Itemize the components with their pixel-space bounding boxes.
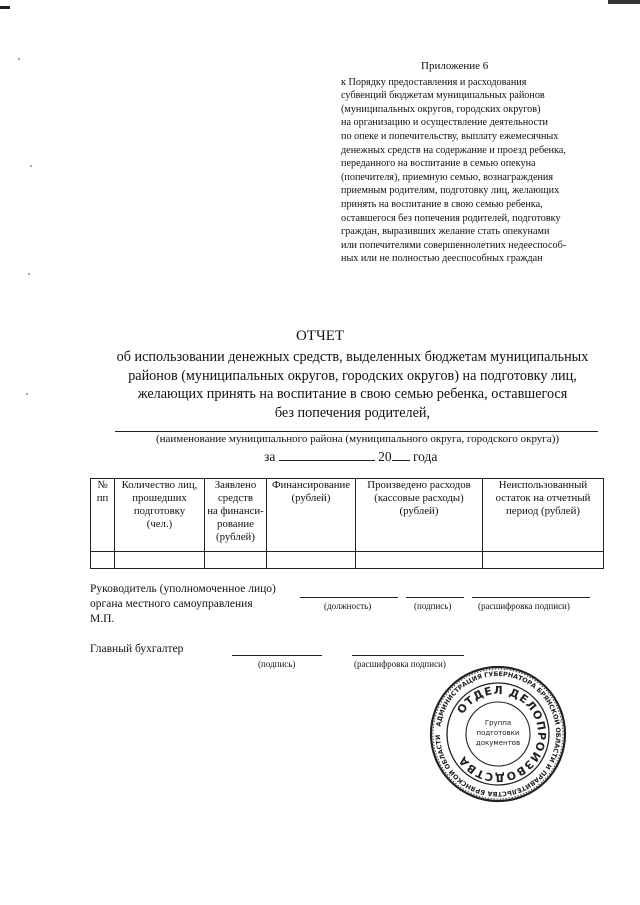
- table-cell[interactable]: [356, 552, 483, 569]
- scan-mark-right: [608, 0, 640, 4]
- accountant-signature-field[interactable]: [232, 655, 322, 656]
- header-requested-funds: [205, 479, 267, 552]
- report-subtitle-line: желающих принять на воспитание в свою семью ребенка, оставшегося: [137, 386, 568, 402]
- header-line: подготовку: [133, 505, 186, 517]
- report-period: [264, 449, 437, 465]
- period-blank-field[interactable]: [279, 449, 375, 461]
- header-line: (рублей): [291, 492, 331, 504]
- stamp-inner-text: ОТДЕЛ ДЕЛОПРОИЗВОДСТВА: [454, 683, 549, 785]
- position-field[interactable]: [300, 597, 398, 598]
- stamp-center-line: Группа: [484, 719, 512, 727]
- table-cell[interactable]: [115, 552, 205, 569]
- scan-speck: [30, 165, 32, 167]
- scan-speck: [26, 393, 28, 395]
- office-stamp: [428, 664, 568, 804]
- accountant-decoding-field[interactable]: [352, 655, 464, 656]
- annex-line: денежных средств на содержание и проезд ребенка,: [341, 144, 566, 156]
- period-for-label: за: [264, 449, 276, 464]
- table-cell[interactable]: [91, 552, 115, 569]
- annex-line: субвенций бюджетам муниципальных районов: [341, 90, 545, 102]
- report-subtitle: [100, 348, 605, 422]
- table-cell[interactable]: [205, 552, 267, 569]
- period-suffix: года: [412, 449, 438, 464]
- annex-line: приемным родителям, подготовку лиц, желающих: [341, 185, 560, 197]
- annex-line: (попечителя), приемную семью, вознаграждения: [341, 171, 554, 183]
- annex-line: принять на воспитание в свою семью ребенка,: [341, 198, 543, 210]
- stamp-center-line: подготовки: [476, 729, 520, 737]
- header-line: период (рублей): [506, 505, 580, 517]
- table-cell[interactable]: [267, 552, 356, 569]
- head-label: Руководитель (уполномоченное лицо): [90, 583, 276, 595]
- stamp-place-label: М.П.: [90, 613, 115, 625]
- annex-line: по опеке и попечительству, выплату ежемесячных: [341, 130, 559, 142]
- header-line: рование: [217, 518, 254, 530]
- annex-line: на организацию и осуществление деятельности: [341, 117, 548, 129]
- header-line: прошедших: [132, 492, 187, 504]
- annex-line: оставшегося без попечения родителей, подготовку: [341, 212, 561, 224]
- annex-block: [341, 60, 601, 266]
- report-subtitle-line: районов (муниципальных округов, городских округов) на подготовку лиц,: [128, 367, 577, 384]
- scan-mark-left: [0, 6, 10, 9]
- header-expenses: [356, 479, 483, 552]
- header-line: на финанси-: [207, 505, 264, 517]
- table-cell[interactable]: [483, 552, 604, 569]
- report-subtitle-line: без попечения родителей,: [274, 404, 431, 421]
- header-financing: [267, 479, 356, 552]
- header-line: Произведено расходов: [367, 479, 471, 491]
- header-line: Количество лиц,: [121, 479, 198, 491]
- report-title: ОТЧЕТ: [295, 328, 345, 344]
- accountant-decoding-caption: (расшифровка подписи): [354, 659, 446, 669]
- header-line: (чел.): [146, 518, 173, 530]
- period-year-field[interactable]: [392, 449, 410, 461]
- header-line: остаток на отчетный: [495, 492, 591, 504]
- header-line: (рублей): [399, 505, 439, 517]
- header-number: [91, 479, 115, 552]
- accountant-signature-caption: (подпись): [258, 659, 296, 669]
- signature-field[interactable]: [406, 597, 464, 598]
- table-row: [91, 552, 604, 569]
- municipality-name-field[interactable]: [115, 431, 598, 432]
- table-header-row: [91, 479, 604, 552]
- header-line: Неиспользованный: [498, 479, 588, 491]
- decoding-field[interactable]: [472, 597, 590, 598]
- scan-speck: [18, 58, 20, 60]
- decoding-caption: (расшифровка подписи): [478, 601, 570, 611]
- header-line: (кассовые расходы): [374, 492, 464, 504]
- stamp-outer-text: АДМИНИСТРАЦИЯ ГУБЕРНАТОРА БРЯНСКОЙ ОБЛАСТИ И ПРАВИТЕЛЬСТВА БРЯНСКОЙ ОБЛАСТИ: [433, 669, 563, 799]
- scan-speck: [28, 273, 30, 275]
- annex-title: Приложение 6: [421, 60, 489, 72]
- header-line: (рублей): [216, 531, 255, 543]
- header-unused-balance: [483, 479, 604, 552]
- header-line: Заявлено: [214, 479, 257, 491]
- header-line: №: [97, 479, 108, 491]
- annex-line: или попечителями совершеннолетних недееспособ-: [341, 239, 567, 251]
- head-label-body: органа местного самоуправления: [90, 598, 253, 610]
- header-trained-count: [115, 479, 205, 552]
- stamp-center-line: документов: [475, 739, 521, 747]
- annex-line: ных или не полностью дееспособных граждан: [341, 253, 543, 265]
- header-line: средств: [218, 492, 253, 504]
- annex-line: переданного на воспитание в семью опекуна: [341, 158, 536, 170]
- header-line: Финансирование: [271, 479, 351, 491]
- municipality-name-caption: (наименование муниципального района (муниципального округа, городского округа)): [155, 433, 560, 445]
- accountant-label: Главный бухгалтер: [90, 643, 184, 655]
- annex-line: граждан, выразивших желание стать опекунами: [341, 226, 550, 238]
- position-caption: (должность): [324, 601, 372, 611]
- annex-line: к Порядку предоставления и расходования: [341, 76, 527, 88]
- report-subtitle-line: об использовании денежных средств, выделенных бюджетам муниципальных: [116, 349, 589, 365]
- header-line: пп: [96, 492, 109, 504]
- signature-caption: (подпись): [414, 601, 452, 611]
- report-table: [90, 478, 604, 569]
- period-year-prefix: 20: [378, 449, 392, 464]
- annex-line: (муниципальных округов, городских округов): [341, 103, 541, 115]
